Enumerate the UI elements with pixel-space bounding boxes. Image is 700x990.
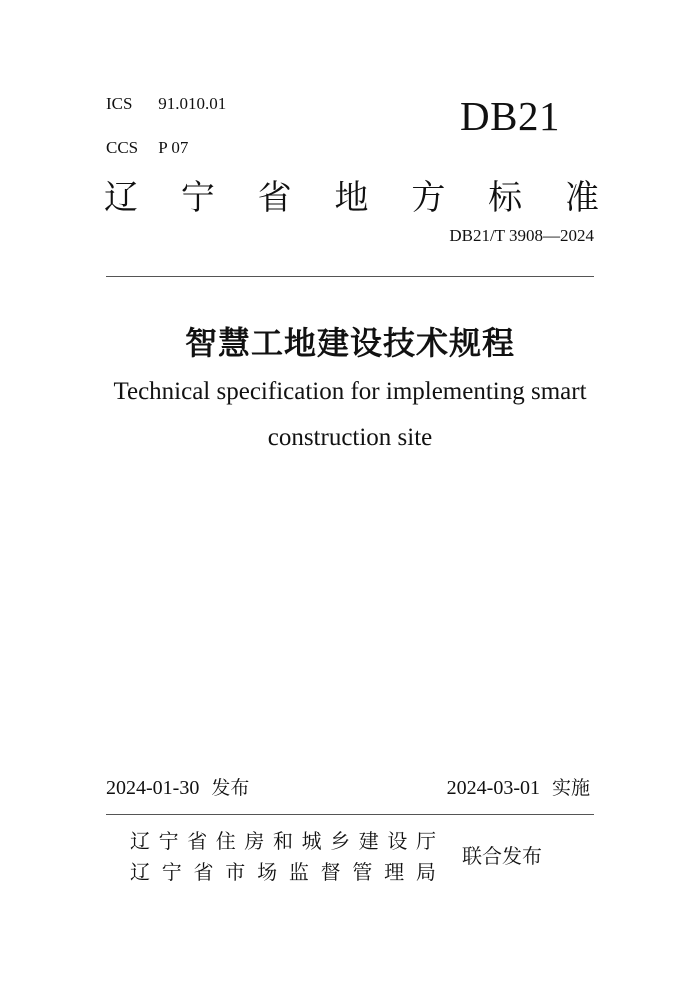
issuer-market-bureau (130, 856, 436, 885)
issuer-char: 局 (415, 860, 436, 884)
standard-type-char: 地 (334, 178, 369, 218)
publish-label: 发布 (211, 777, 250, 799)
bottom-divider (106, 814, 594, 815)
issuer-char: 场 (257, 860, 278, 884)
publish-date-value: 2024-01-30 (106, 777, 200, 799)
standard-number: DB21/T 3908—2024 (449, 226, 594, 245)
issuer-char: 理 (384, 860, 405, 884)
db-code: DB21 (460, 93, 560, 139)
ics-code (106, 94, 226, 114)
issuer-char: 监 (288, 860, 309, 884)
issuer-char: 房 (244, 829, 265, 853)
english-title-line-2: construction site (267, 424, 433, 451)
issuer-char: 建 (358, 829, 379, 853)
ics-value: 91.010.01 (158, 94, 227, 113)
issuer-char: 设 (387, 829, 408, 853)
issuer-char: 宁 (158, 829, 179, 853)
ccs-label: CCS (106, 138, 139, 157)
standard-type-char: 省 (257, 178, 292, 218)
issuer-char: 督 (320, 860, 341, 884)
issuer-char: 辽 (130, 829, 150, 853)
issuer-char: 宁 (161, 860, 182, 884)
standard-type-char: 标 (488, 178, 523, 218)
issuer-char: 省 (193, 860, 214, 884)
standard-type-char: 方 (411, 178, 446, 218)
standard-type-char: 辽 (104, 178, 138, 218)
implement-date-value: 2024-03-01 (446, 777, 540, 799)
ccs-code (106, 138, 188, 158)
issuer-char: 城 (301, 829, 322, 853)
issuer-char: 乡 (330, 829, 351, 853)
implement-label: 实施 (551, 777, 590, 799)
implement-date (447, 773, 590, 800)
issuer-housing-dept (130, 825, 436, 854)
english-title-line-1: Technical specification for implementing smart (113, 378, 587, 405)
issuer-char: 厅 (415, 829, 436, 853)
issuer-char: 和 (272, 829, 293, 853)
ics-label: ICS (106, 94, 133, 113)
joint-issue-label: 联合发布 (462, 844, 542, 868)
standard-type-char: 宁 (180, 178, 215, 218)
standard-type-title (104, 170, 599, 219)
issuer-char: 辽 (130, 860, 150, 884)
standard-type-char: 准 (564, 178, 599, 218)
issuer-char: 住 (215, 829, 236, 853)
ccs-value: P 07 (158, 138, 189, 157)
issuer-char: 省 (187, 829, 208, 853)
issuer-char: 管 (352, 860, 373, 884)
top-divider (106, 276, 594, 277)
publish-date (106, 773, 249, 800)
chinese-title: 智慧工地建设技术规程 (184, 324, 515, 362)
issuer-char: 市 (225, 860, 246, 884)
